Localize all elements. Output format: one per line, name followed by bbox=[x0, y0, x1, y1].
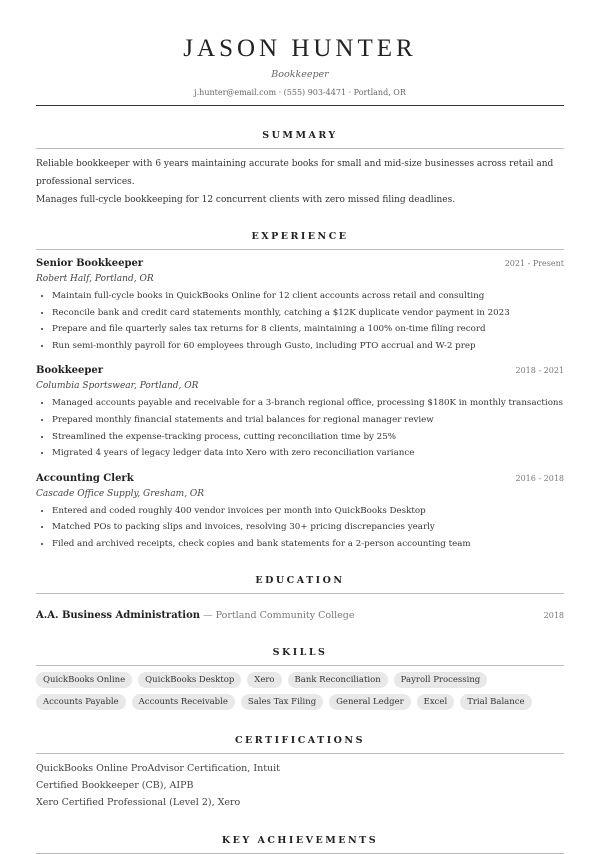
job-entry bbox=[36, 365, 564, 461]
job-entry bbox=[36, 258, 564, 354]
education-year: 2018 bbox=[543, 610, 564, 620]
job-bullet: • Prepared monthly financial statements and trial balances for regional manager review bbox=[52, 412, 564, 429]
education-school: Portland Community College bbox=[215, 609, 355, 621]
candidate-title: Bookkeeper bbox=[271, 69, 329, 80]
achievements-section bbox=[36, 835, 564, 854]
certification-item: QuickBooks Online ProAdvisor Certification, Intuit bbox=[36, 762, 280, 774]
summary-heading: SUMMARY bbox=[262, 130, 338, 141]
education-entry bbox=[36, 603, 564, 622]
job-bullet: • Maintain full-cycle books in QuickBooks Online for 12 client accounts across retail and consulting bbox=[52, 288, 564, 305]
job-bullet: • Filed and archived receipts, check copies and bank statements for a 2-person accounting team bbox=[52, 536, 564, 553]
skill-chip: Excel bbox=[417, 694, 455, 710]
skills-heading: SKILLS bbox=[272, 646, 328, 658]
experience-section bbox=[36, 231, 564, 553]
certifications-divider bbox=[36, 753, 564, 754]
job-entry bbox=[36, 473, 564, 553]
certification-item: Certified Bookkeeper (CB), AIPB bbox=[36, 779, 194, 791]
job-company: Cascade Office Supply, Gresham, OR bbox=[36, 488, 205, 499]
job-company: Robert Half, Portland, OR bbox=[36, 274, 154, 284]
contact-line: j.hunter@email.com · (555) 903-4471 · Portland, OR bbox=[194, 88, 406, 97]
job-bullet: • Streamlined the expense-tracking process, cutting reconciliation time by 25% bbox=[52, 429, 564, 446]
summary-line: Reliable bookkeeper with 6 years maintaining accurate books for small and mid-size businesses across retail and professional services. bbox=[36, 159, 554, 187]
education-section bbox=[36, 575, 564, 622]
skill-chip: Bank Reconciliation bbox=[288, 672, 388, 688]
skill-chip: QuickBooks Online bbox=[36, 672, 132, 688]
skill-chip: Trial Balance bbox=[460, 694, 531, 710]
skill-chip: General Ledger bbox=[329, 694, 411, 710]
skills-list bbox=[36, 672, 564, 710]
achievements-heading: KEY ACHIEVEMENTS bbox=[221, 834, 379, 846]
job-title: Senior Bookkeeper bbox=[36, 258, 144, 269]
certifications-section bbox=[36, 735, 564, 811]
education-separator: — bbox=[200, 609, 216, 621]
job-company: Columbia Sportswear, Portland, OR bbox=[36, 381, 199, 392]
job-bullet: • Migrated 4 years of legacy ledger data into Xero with zero reconciliation variance bbox=[52, 445, 564, 462]
header-divider bbox=[36, 105, 564, 106]
job-bullet: • Reconcile bank and credit card statements monthly, catching a $12K duplicate vendor payment in 2023 bbox=[52, 305, 564, 322]
experience-divider bbox=[36, 249, 564, 250]
skill-chip: Accounts Receivable bbox=[132, 694, 235, 710]
summary-section bbox=[36, 130, 564, 209]
summary-line: Manages full-cycle bookkeeping for 12 concurrent clients with zero missed filing deadlines. bbox=[36, 195, 456, 205]
job-title: Bookkeeper bbox=[36, 365, 103, 377]
job-dates: 2021 - Present bbox=[504, 259, 564, 268]
skill-chip: Payroll Processing bbox=[394, 672, 488, 688]
education-heading: EDUCATION bbox=[255, 574, 345, 586]
skill-chip: Xero bbox=[247, 672, 281, 688]
certification-item: Xero Certified Professional (Level 2), Xero bbox=[36, 796, 241, 808]
job-bullet: • Run semi-monthly payroll for 60 employees through Gusto, including PTO accrual and W-2 prep bbox=[52, 338, 564, 355]
candidate-name: JASON HUNTER bbox=[183, 35, 417, 62]
education-divider bbox=[36, 593, 564, 594]
job-dates: 2018 - 2021 bbox=[515, 366, 564, 376]
skill-chip: Accounts Payable bbox=[36, 694, 126, 710]
education-degree: A.A. Business Administration bbox=[36, 609, 201, 621]
job-bullet: • Entered and coded roughly 400 vendor invoices per month into QuickBooks Desktop bbox=[52, 503, 564, 520]
experience-heading: EXPERIENCE bbox=[251, 231, 349, 242]
skill-chip: Sales Tax Filing bbox=[241, 694, 323, 710]
certifications-heading: CERTIFICATIONS bbox=[235, 734, 365, 746]
skill-chip: QuickBooks Desktop bbox=[138, 672, 241, 688]
resume-header bbox=[0, 0, 600, 97]
job-dates: 2016 - 2018 bbox=[515, 473, 564, 483]
job-bullet: • Matched POs to packing slips and invoices, resolving 30+ pricing discrepancies yearly bbox=[52, 519, 564, 536]
job-bullet: • Managed accounts payable and receivable for a 3-branch regional office, processing $180K in monthly transactions bbox=[52, 395, 564, 412]
skills-section bbox=[36, 647, 564, 710]
job-title: Accounting Clerk bbox=[36, 472, 134, 484]
skills-divider bbox=[36, 665, 564, 666]
achievements-divider bbox=[36, 853, 564, 854]
job-bullet: • Prepare and file quarterly sales tax returns for 8 clients, maintaining a 100% on-time filing record bbox=[52, 321, 564, 338]
summary-divider bbox=[36, 148, 564, 149]
